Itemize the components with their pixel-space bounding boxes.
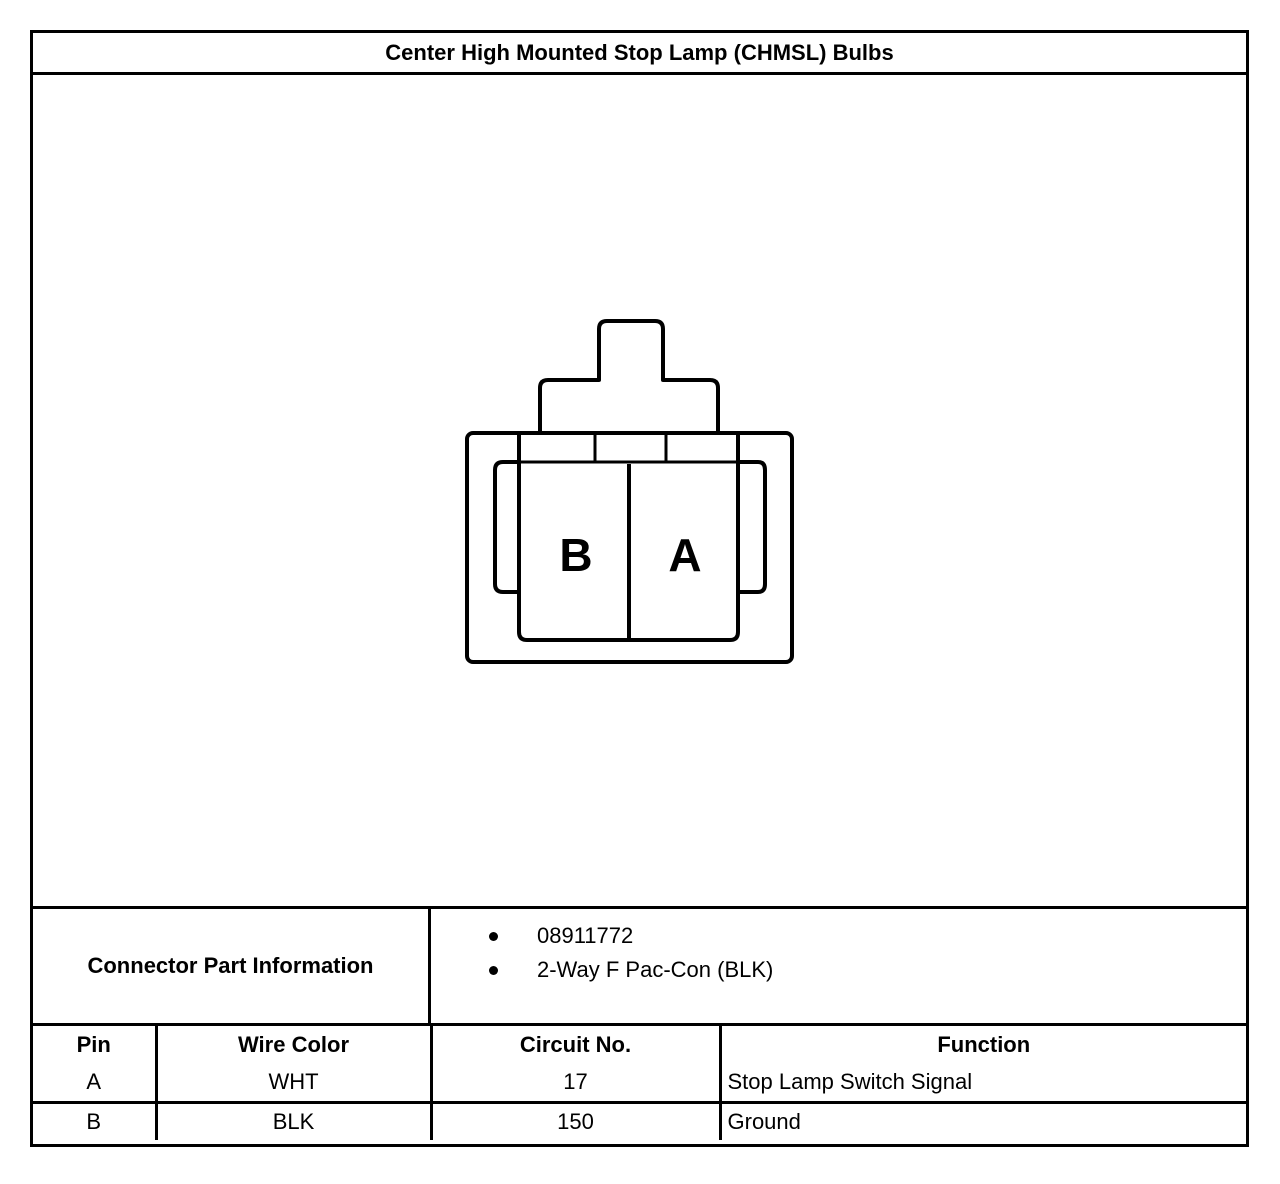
connector-right-guide <box>738 462 765 592</box>
part-number: 08911772 <box>537 923 634 948</box>
header-pin: Pin <box>33 1026 156 1064</box>
connector-latch-tab <box>540 321 718 433</box>
pin-label-b: B <box>559 529 593 581</box>
pin-cell: A <box>33 1064 156 1102</box>
sheet-title: Center High Mounted Stop Lamp (CHMSL) Bulbs <box>33 33 1246 75</box>
part-info-label: Connector Part Information <box>33 909 431 1023</box>
table-row <box>33 1102 1246 1140</box>
connector-sheet <box>30 30 1249 1147</box>
function-cell: Ground <box>727 1108 801 1134</box>
connector-diagram-area <box>33 75 1246 909</box>
pin-table-header-row <box>33 1026 1246 1064</box>
wire-color-cell: WHT <box>156 1064 431 1102</box>
pin-table <box>33 1026 1246 1140</box>
table-row <box>33 1064 1246 1102</box>
circuit-no-cell: 17 <box>431 1064 720 1102</box>
pin-cell: B <box>33 1102 156 1140</box>
header-wire-color: Wire Color <box>156 1026 431 1064</box>
part-info-item <box>431 955 1246 989</box>
connector-face-drawing <box>33 75 1246 906</box>
header-function: Function <box>937 1032 1031 1057</box>
connector-description: 2-Way F Pac-Con (BLK) <box>537 957 774 982</box>
connector-left-guide <box>495 462 519 592</box>
pin-label-a: A <box>668 529 702 581</box>
function-cell: Stop Lamp Switch Signal <box>720 1064 1246 1102</box>
part-info-list <box>431 909 1246 1035</box>
connector-part-info-row <box>33 909 1246 1026</box>
wire-color-cell: BLK <box>156 1102 431 1140</box>
bullet-icon <box>489 966 498 975</box>
bullet-icon <box>489 932 498 941</box>
header-circuit-no: Circuit No. <box>431 1026 720 1064</box>
part-info-item <box>431 921 1246 955</box>
circuit-no-cell: 150 <box>431 1102 720 1140</box>
